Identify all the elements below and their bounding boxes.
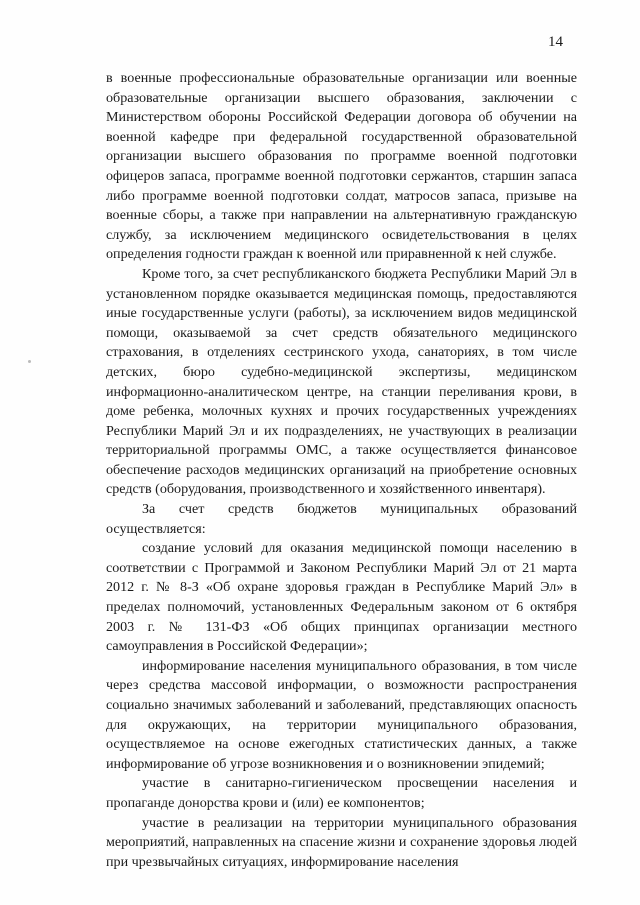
scan-speck <box>28 360 31 363</box>
paragraph-conditions: создание условий для оказания медицинской помощи населению в соответствии с Программой и Законом Республики Марий Эл от 21 марта 2012 г. № 8-З «Об охране здоровья граждан в Республике Марий Эл» в пределах полномочий, установленных Федеральным законом от 6 октября 2003 г. № 131-ФЗ «Об общих принципах организации местного самоуправления в Российской Федерации»; <box>106 540 577 655</box>
paragraph-informing: информирование населения муниципального образования, в том числе через средства массовой информации, о возможности распространения социально значимых заболеваний и заболеваний, представляющих опасность для окружающих, на территории муниципального образования, осуществляемое на основе ежегодных статистических данных, а также информирование об угрозе возникновения и о возникновении эпидемий; <box>106 657 577 772</box>
paragraph-military-service: в военные профессиональные образовательные организации или военные образовательные организации высшего образования, заключении с Министерством обороны Российской Федерации договора об обучении на военной кафедре при федеральной государственной образовательной организации высшего образования по программе военной подготовки офицеров запаса, программе военной подготовки сержантов, старшин запаса либо программе военной подготовки солдат, матросов запаса, призыве на военные сборы, а также при направлении на альтернативную гражданскую службу, за исключением медицинского освидетельствования в целях определения годности граждан к военной или приравненной к ней службе. <box>106 70 577 263</box>
page-number: 14 <box>548 34 563 50</box>
paragraph-republic-budget: Кроме того, за счет республиканского бюджета Республики Марий Эл в установленном порядке оказывается медицинская помощь, предоставляются иные государственные услуги (работы), за исключением видов медицинской помощи, оказываемой за счет средств обязательного медицинского страхования, в отделениях сестринского ухода, санаториях, в том числе детских, бюро судебно-медицинской экспертизы, медицинском информационно-аналитическом центре, на станции переливания крови, в доме ребенка, молочных кухнях и прочих государственных учреждениях Республики Марий Эл и их подразделениях, не участвующих в реализации территориальной программы ОМС, а также осуществляется финансовое обеспечение расходов медицинских организаций на приобретение основных средств (оборудования, производственного и хозяйственного инвентаря). <box>106 265 577 498</box>
paragraph-municipal-budgets: За счет средств бюджетов муниципальных образований осуществляется: <box>106 501 577 537</box>
paragraph-emergency-measures: участие в реализации на территории муниципального образования мероприятий, направленных на спасение жизни и сохранение здоровья людей при чрезвычайных ситуациях, информирование населения <box>106 814 577 870</box>
document-body <box>106 69 577 872</box>
paragraph-sanitary-education: участие в санитарно-гигиеническом просвещении населения и пропаганде донорства крови и (или) ее компонентов; <box>106 775 577 811</box>
